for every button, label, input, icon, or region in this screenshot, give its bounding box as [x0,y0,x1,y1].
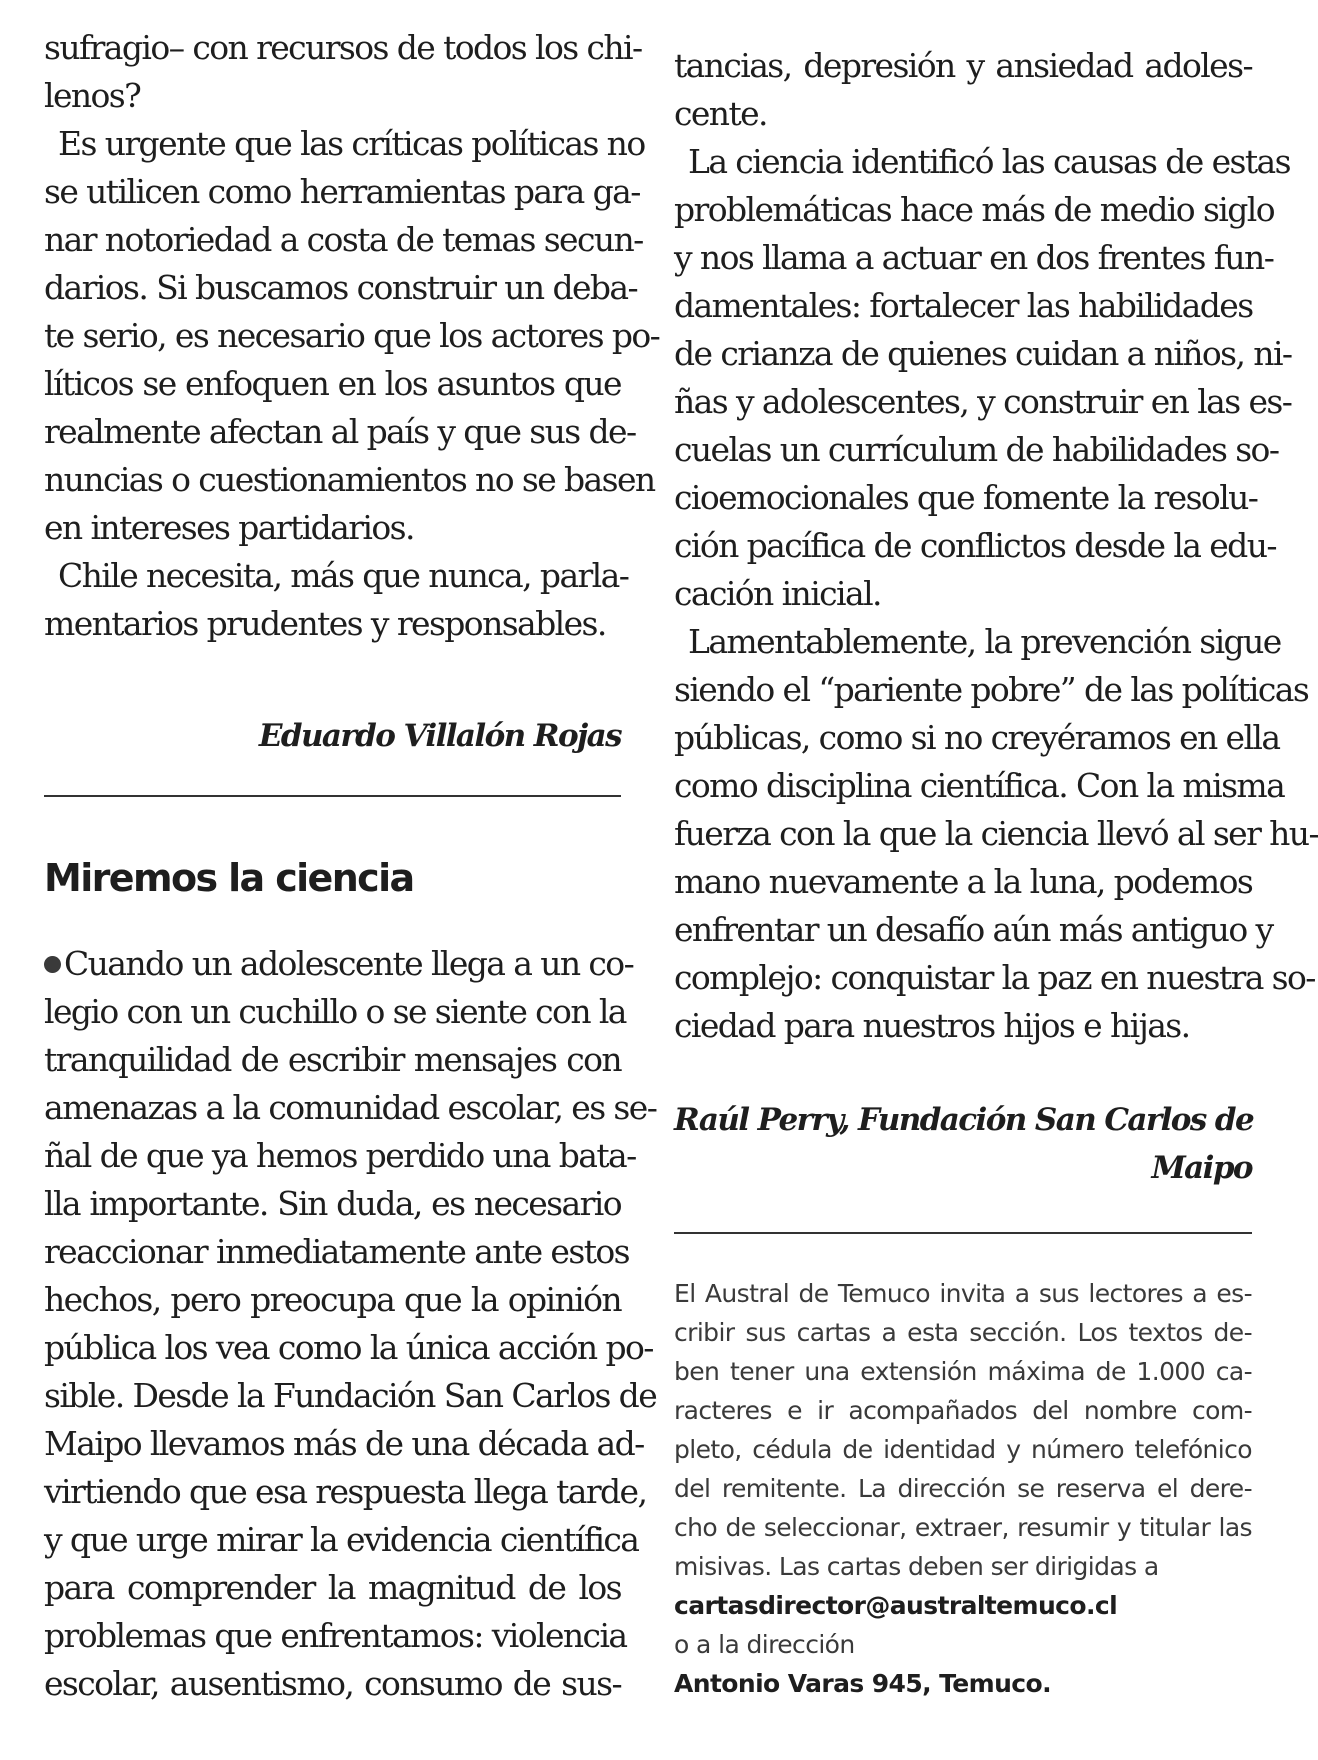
text-line: cente. [674,94,767,133]
text-line: realmente afectan al país y que sus de- [44,412,636,451]
signature-line: Raúl Perry, Fundación San Carlos de [674,1102,1254,1138]
text-line: mano nuevamente a la luna, podemos [674,862,1253,901]
divider [44,795,621,797]
letter-previous-signature: Eduardo Villalón Rojas [258,718,621,754]
notice-line: racteres e ir acompañados del nombre com- [674,1396,1252,1425]
letter-previous-body [44,24,660,648]
text-line: problemáticas hace más de medio siglo [674,190,1274,229]
text-line: darios. Si buscamos construir un deba- [44,268,638,307]
text-line: lla importante. Sin duda, es necesario [44,1184,621,1223]
text-line [44,940,634,988]
text-line: escolar, ausentismo, consumo de sus- [44,1664,621,1703]
text-line: y nos llama a actuar en dos frentes fun- [674,238,1274,277]
letter-body-part2 [674,42,1318,1050]
text-line: damentales: fortalecer las habilidades [674,286,1253,325]
text-line: Maipo llevamos más de una década ad- [44,1424,644,1463]
text-line: problemas que enfrentamos: violencia [44,1616,627,1655]
text-line: te serio, es necesario que los actores po- [44,316,660,355]
text-line: amenazas a la comunidad escolar, es se- [44,1088,657,1127]
notice-line: cribir sus cartas a esta sección. Los textos de- [674,1318,1252,1347]
text-line: para comprender la magnitud de los [44,1568,621,1607]
text-line: hechos, pero preocupa que la opinión [44,1280,621,1319]
text-line: en intereses partidarios. [44,508,414,547]
signature-line: Maipo [1151,1150,1252,1186]
letter-title: Miremos la ciencia [44,856,414,900]
text-line: Lamentablemente, la prevención sigue [688,622,1281,661]
letter-signature [674,1096,1252,1192]
submission-notice [674,1274,1252,1703]
text-line: pública los vea como la única acción po- [44,1328,653,1367]
text-line: enfrentar un desafío aún más antiguo y [674,910,1273,949]
text-line: de crianza de quienes cuidan a niños, ni- [674,334,1292,373]
text-line: ñas y adolescentes, y construir en las es- [674,382,1292,421]
notice-line: del remitente. La dirección se reserva el dere- [674,1474,1252,1503]
text-line: y que urge mirar la evidencia científica [44,1520,639,1559]
text-line: líticos se enfoquen en los asuntos que [44,364,621,403]
notice-line: pleto, cédula de identidad y número telefónico [674,1435,1252,1464]
text-line: mentarios prudentes y responsables. [44,604,606,643]
text-line: ción pacífica de conflictos desde la edu- [674,526,1276,565]
letter-body-part1 [44,940,657,1708]
text-line: se utilicen como herramientas para ga- [44,172,640,211]
text-line: cación inicial. [674,574,881,613]
text-line: La ciencia identificó las causas de estas [688,142,1290,181]
notice-line: cho de seleccionar, extraer, resumir y titular las [674,1513,1252,1542]
contact-address: Antonio Varas 945, Temuco. [674,1669,1051,1698]
text-line: tranquilidad de escribir mensajes con [44,1040,621,1079]
text-line: tancias, depresión y ansiedad adoles- [674,46,1252,85]
text-line: cuelas un currículum de habilidades so- [674,430,1279,469]
notice-line: misivas. Las cartas deben ser dirigidas a [674,1552,1159,1581]
text-line: sufragio– con recursos de todos los chi- [44,28,642,67]
text-line: nar notoriedad a costa de temas secun- [44,220,643,259]
notice-line: ben tener una extensión máxima de 1.000 ca- [674,1357,1252,1386]
text-line: Chile necesita, más que nunca, parla- [58,556,629,595]
bullet-icon [44,956,61,973]
text-line-content: Cuando un adolescente llega a un co- [64,944,634,983]
notice-line: o a la dirección [674,1630,855,1659]
text-line: cioemocionales que fomente la resolu- [674,478,1258,517]
text-line: nuncias o cuestionamientos no se basen [44,460,655,499]
text-line: lenos? [44,76,141,115]
text-line: reaccionar inmediatamente ante estos [44,1232,629,1271]
notice-line: El Austral de Temuco invita a sus lectores a es- [674,1279,1252,1308]
text-line: siendo el “pariente pobre” de las políticas [674,670,1309,709]
text-line: fuerza con la que la ciencia llevó al ser hu- [674,814,1318,853]
text-line: ñal de que ya hemos perdido una bata- [44,1136,636,1175]
text-line: sible. Desde la Fundación San Carlos de [44,1376,657,1415]
text-line: complejo: conquistar la paz en nuestra so- [674,958,1315,997]
text-line: Es urgente que las críticas políticas no [58,124,645,163]
text-line: virtiendo que esa respuesta llega tarde, [44,1472,647,1511]
divider [674,1232,1252,1234]
contact-email[interactable]: cartasdirector@australtemuco.cl [674,1591,1118,1620]
text-line: públicas, como si no creyéramos en ella [674,718,1280,757]
text-line: ciedad para nuestros hijos e hijas. [674,1006,1190,1045]
text-line: legio con un cuchillo o se siente con la [44,992,626,1031]
text-line: como disciplina científica. Con la misma [674,766,1285,805]
